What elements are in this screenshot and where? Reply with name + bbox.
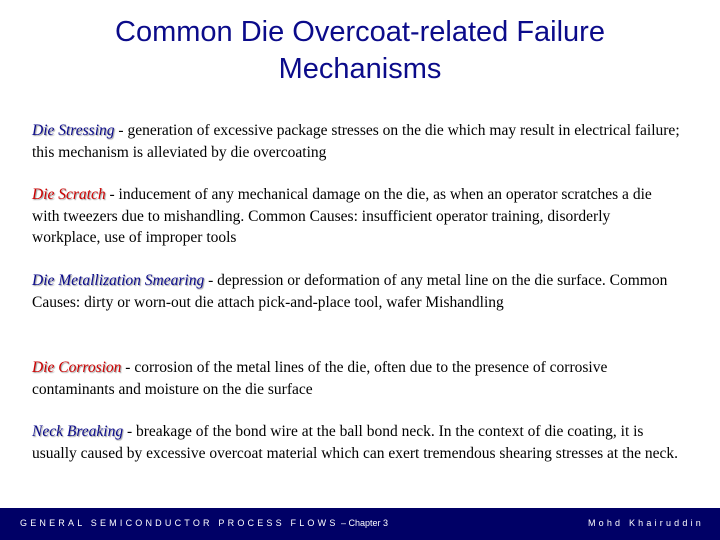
term-die-stressing: Die Stressing <box>32 122 115 139</box>
item-die-scratch <box>32 184 682 249</box>
footer-chapter: – Chapter 3 <box>338 518 389 528</box>
footer-course-name: GENERAL SEMICONDUCTOR PROCESS FLOWS <box>20 518 339 528</box>
description-die-scratch: - inducement of any mechanical damage on the die, as when an operator scratches a die with tweezers due to mishandling. Common Causes: insufficient operator training, disorderly workplace, use of improper tools <box>32 186 652 246</box>
slide-title <box>0 14 720 88</box>
footer-author: Mohd Khairuddin <box>587 518 704 528</box>
description-die-corrosion: - corrosion of the metal lines of the die, often due to the presence of corrosive contaminants and moisture on the die surface <box>32 359 608 398</box>
term-die-scratch: Die Scratch <box>32 186 106 203</box>
description-die-metallization-smearing: - depression or deformation of any metal line on the die surface. Common Causes: dirty or worn-out die attach pick-and-place tool, wafer Mishandling <box>32 272 668 311</box>
item-die-metallization-smearing <box>32 270 682 313</box>
description-neck-breaking: - breakage of the bond wire at the ball bond neck. In the context of die coating, it is usually caused by excessive overcoat material which can exert tremendous shearing stresses at the neck. <box>32 423 679 462</box>
term-die-metallization-smearing: Die Metallization Smearing <box>32 272 205 289</box>
term-die-corrosion: Die Corrosion <box>32 359 122 376</box>
term-neck-breaking: Neck Breaking <box>32 423 124 440</box>
item-neck-breaking <box>32 421 682 464</box>
item-die-stressing <box>32 120 682 163</box>
footer-bar <box>0 508 720 540</box>
title-line-1: Common Die Overcoat-related Failure <box>115 16 605 48</box>
item-die-corrosion <box>32 357 682 400</box>
footer-course-title <box>20 518 388 528</box>
description-die-stressing: - generation of excessive package stresses on the die which may result in electrical failure; this mechanism is alleviated by die overcoating <box>32 122 680 161</box>
title-line-2: Mechanisms <box>278 53 442 85</box>
